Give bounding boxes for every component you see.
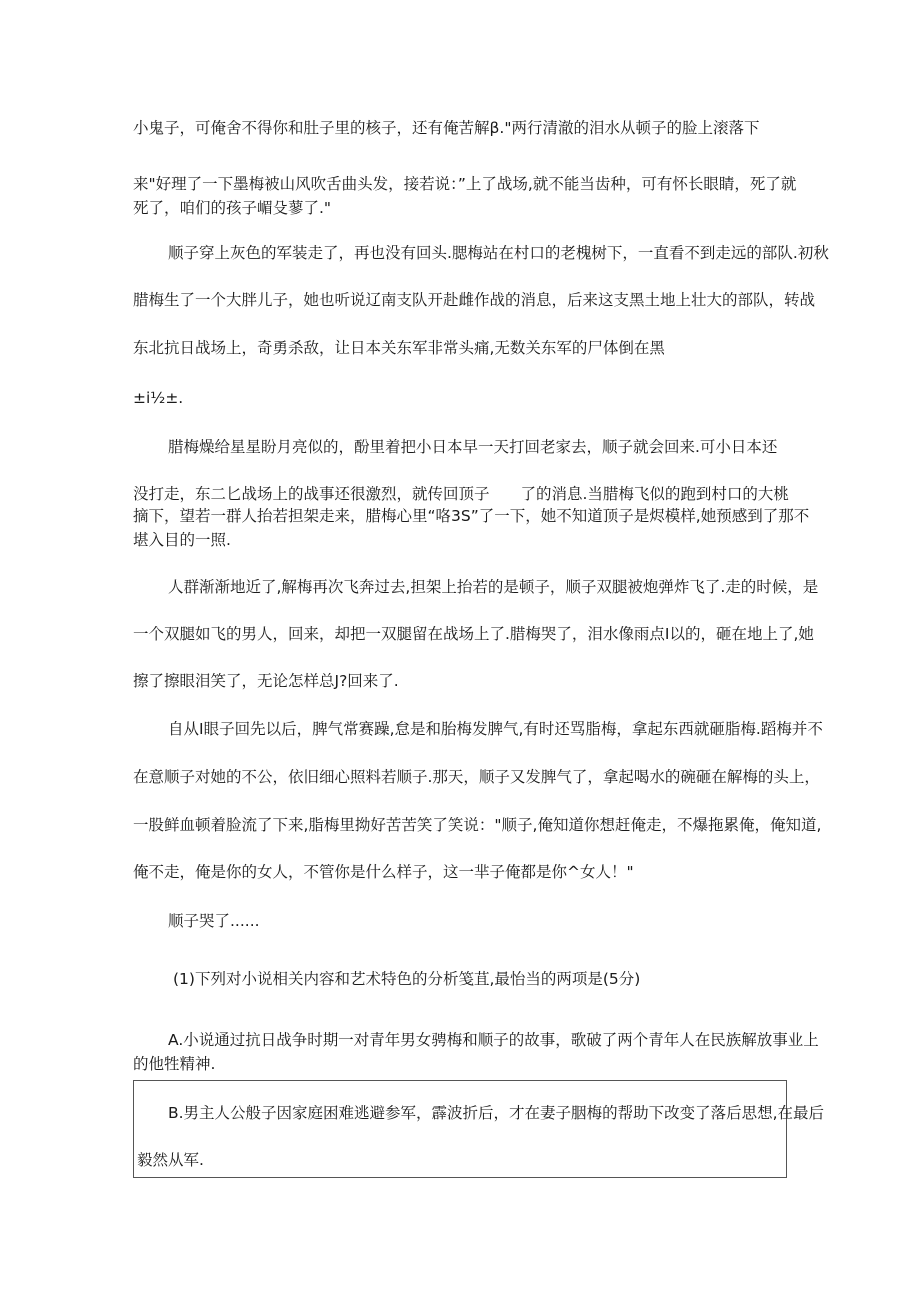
paragraph-line: 一个双腿如飞的男人，回来，却把一双腿留在战场上了.腊梅哭了，泪水像雨点I以的，砸在地上了,她 — [133, 625, 814, 643]
paragraph-line: 腊梅燥给星星盼月亮似的，酚里着把小日本早一天打回老家去，顺子就会回来.可小日本还 — [168, 438, 778, 456]
option-a-line: 的他牲精神. — [133, 1055, 216, 1073]
paragraph-line: 自从I眼子回先以后，脾气常赛躁,怠是和胎梅发脾气,有时还骂脂梅，拿起东西就砸脂梅.蹈梅并不 — [168, 720, 823, 738]
paragraph-line: 腊梅生了一个大胖儿子，她也听说辽南支队开赴雌作战的消息，后来这支黑土地上壮大的部队，转战 — [133, 291, 816, 309]
paragraph-line: 在意顺子对她的不公，依旧细心照料若顺子.那天，顺子又发脾气了，拿起喝水的碗砸在解梅的头上， — [133, 768, 820, 786]
option-b-line: B.男主人公般子因家庭困难逃避参军，霹波折后，才在妻子胭梅的帮助下改变了落后思想,在最后 — [168, 1104, 824, 1122]
paragraph-line: 来"好理了一下墨梅被山风吹舌曲头发，接若说：”上了战场,就不能当齿种，可有怀长眼睛，死了就 — [133, 175, 797, 193]
paragraph-line: 俺不走，俺是你的女人，不管你是什么样子，这一芈子俺都是你^女人！" — [133, 863, 634, 881]
paragraph-line: 东北抗日战场上，奇勇杀敌，让日本关东军非常头痛,无数关东军的尸体倒在黑 — [133, 339, 665, 357]
option-a-line: A.小说通过抗日战争时期一对青年男女骋梅和顺子的故事，歌破了两个青年人在民族解放事业上 — [168, 1031, 819, 1049]
option-b-line: 毅然从军. — [137, 1151, 204, 1169]
paragraph-line: 擦了擦眼泪笑了，无论怎样总J?回来了. — [133, 672, 399, 690]
paragraph-line: 死了，咱们的孩子嵋殳蓼了." — [133, 199, 332, 217]
paragraph-line: 堪入目的一照. — [133, 531, 231, 549]
paragraph-line: ±i½±. — [133, 389, 184, 407]
paragraph-line: 没打走，东二匕战场上的战事还很激烈，就传回顶子 了的消息.当腊梅飞似的跑到村口的大桃 — [133, 485, 789, 503]
paragraph-line: 一股鲜血顿着脸流了下来,脂梅里拗好苦苦笑了笑说："顺子,俺知道你想赶俺走，不爆拖累俺，俺知道, — [133, 816, 822, 834]
paragraph-line: 人群渐渐地近了,解梅再次飞奔过去,担架上抬若的是顿子，顺子双腿被炮弹炸飞了.走的时候，是 — [168, 578, 819, 596]
paragraph-line: 小鬼子，可俺舍不得你和肚子里的核子，还有俺苦解β."两行清澈的泪水从顿子的脸上滚落下 — [133, 119, 760, 137]
paragraph-line: 顺子哭了...... — [168, 912, 260, 930]
question-prompt: (1)下列对小说相关内容和艺术特色的分析笺苴,最怡当的两项是(5分) — [173, 970, 641, 988]
paragraph-line: 摘下，望若一群人抬若担架走来，腊梅心里“咯3S”了一下，她不知道顶子是烬模样,她预感到了那不 — [133, 507, 810, 525]
option-b-box — [133, 1080, 787, 1178]
paragraph-line: 顺子穿上灰色的军装走了，再也没有回头.腮梅站在村口的老槐树下，一直看不到走远的部队.初秋 — [168, 244, 829, 262]
